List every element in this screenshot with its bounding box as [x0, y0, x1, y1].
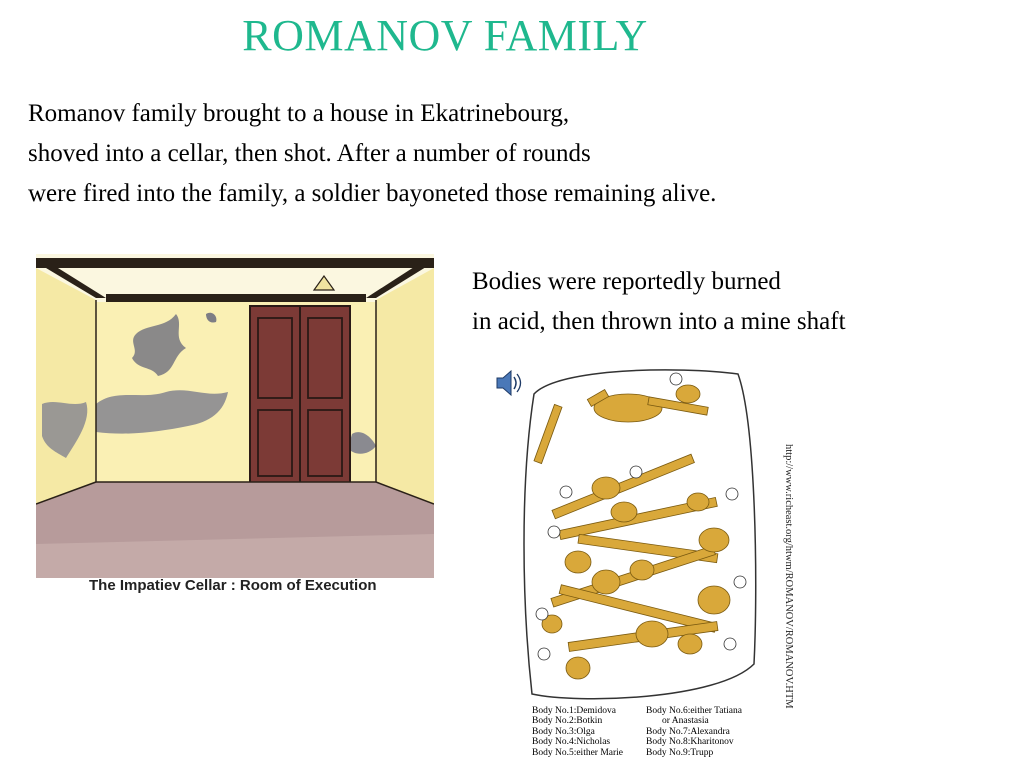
- source-url-text[interactable]: http://www.richeast.org/htwm/ROMANOV/ROMANOV.HTM: [783, 444, 794, 709]
- legend-row: [532, 748, 782, 758]
- legend-entry: Body No.1:Demidova: [532, 706, 616, 716]
- intro-line-2: shoved into a cellar, then shot. After a number of rounds: [28, 140, 591, 167]
- legend-entry: Body No.5:either Marie: [532, 747, 624, 758]
- legend-entry: Body No.4:Nicholas: [532, 737, 611, 748]
- legend-row: [532, 737, 782, 747]
- legend-entry: Body No.3:Olga: [532, 726, 595, 737]
- bodies-diagram: [518, 364, 758, 706]
- legend-entry: Body No.2:Botkin: [532, 716, 603, 727]
- legend-row: [532, 727, 782, 737]
- legend-entry: Body No.9:Trupp: [646, 747, 714, 758]
- legend-entry: or Anastasia: [662, 716, 709, 727]
- bodies-line-2: in acid, then thrown into a mine shaft: [472, 308, 846, 335]
- intro-line-3: were fired into the family, a soldier bayoneted those remaining alive.: [28, 180, 717, 207]
- bodies-line-1: Bodies were reportedly burned: [472, 268, 781, 295]
- intro-text: [28, 94, 716, 214]
- cellar-caption: The Impatiev Cellar : Room of Execution: [89, 577, 377, 594]
- bodies-legend: [532, 706, 782, 758]
- legend-row: [532, 706, 782, 716]
- bodies-text: [472, 262, 846, 342]
- legend-entry: Body No.7:Alexandra: [646, 726, 730, 737]
- cellar-illustration: [36, 254, 434, 578]
- legend-entry: Body No.6:either Tatiana: [646, 706, 742, 716]
- intro-line-1: Romanov family brought to a house in Ekatrinebourg,: [28, 100, 570, 127]
- legend-row: [532, 716, 782, 726]
- legend-entry: Body No.8:Kharitonov: [646, 737, 734, 748]
- slide-title: ROMANOV FAMILY: [242, 11, 648, 60]
- source-url[interactable]: [780, 444, 800, 714]
